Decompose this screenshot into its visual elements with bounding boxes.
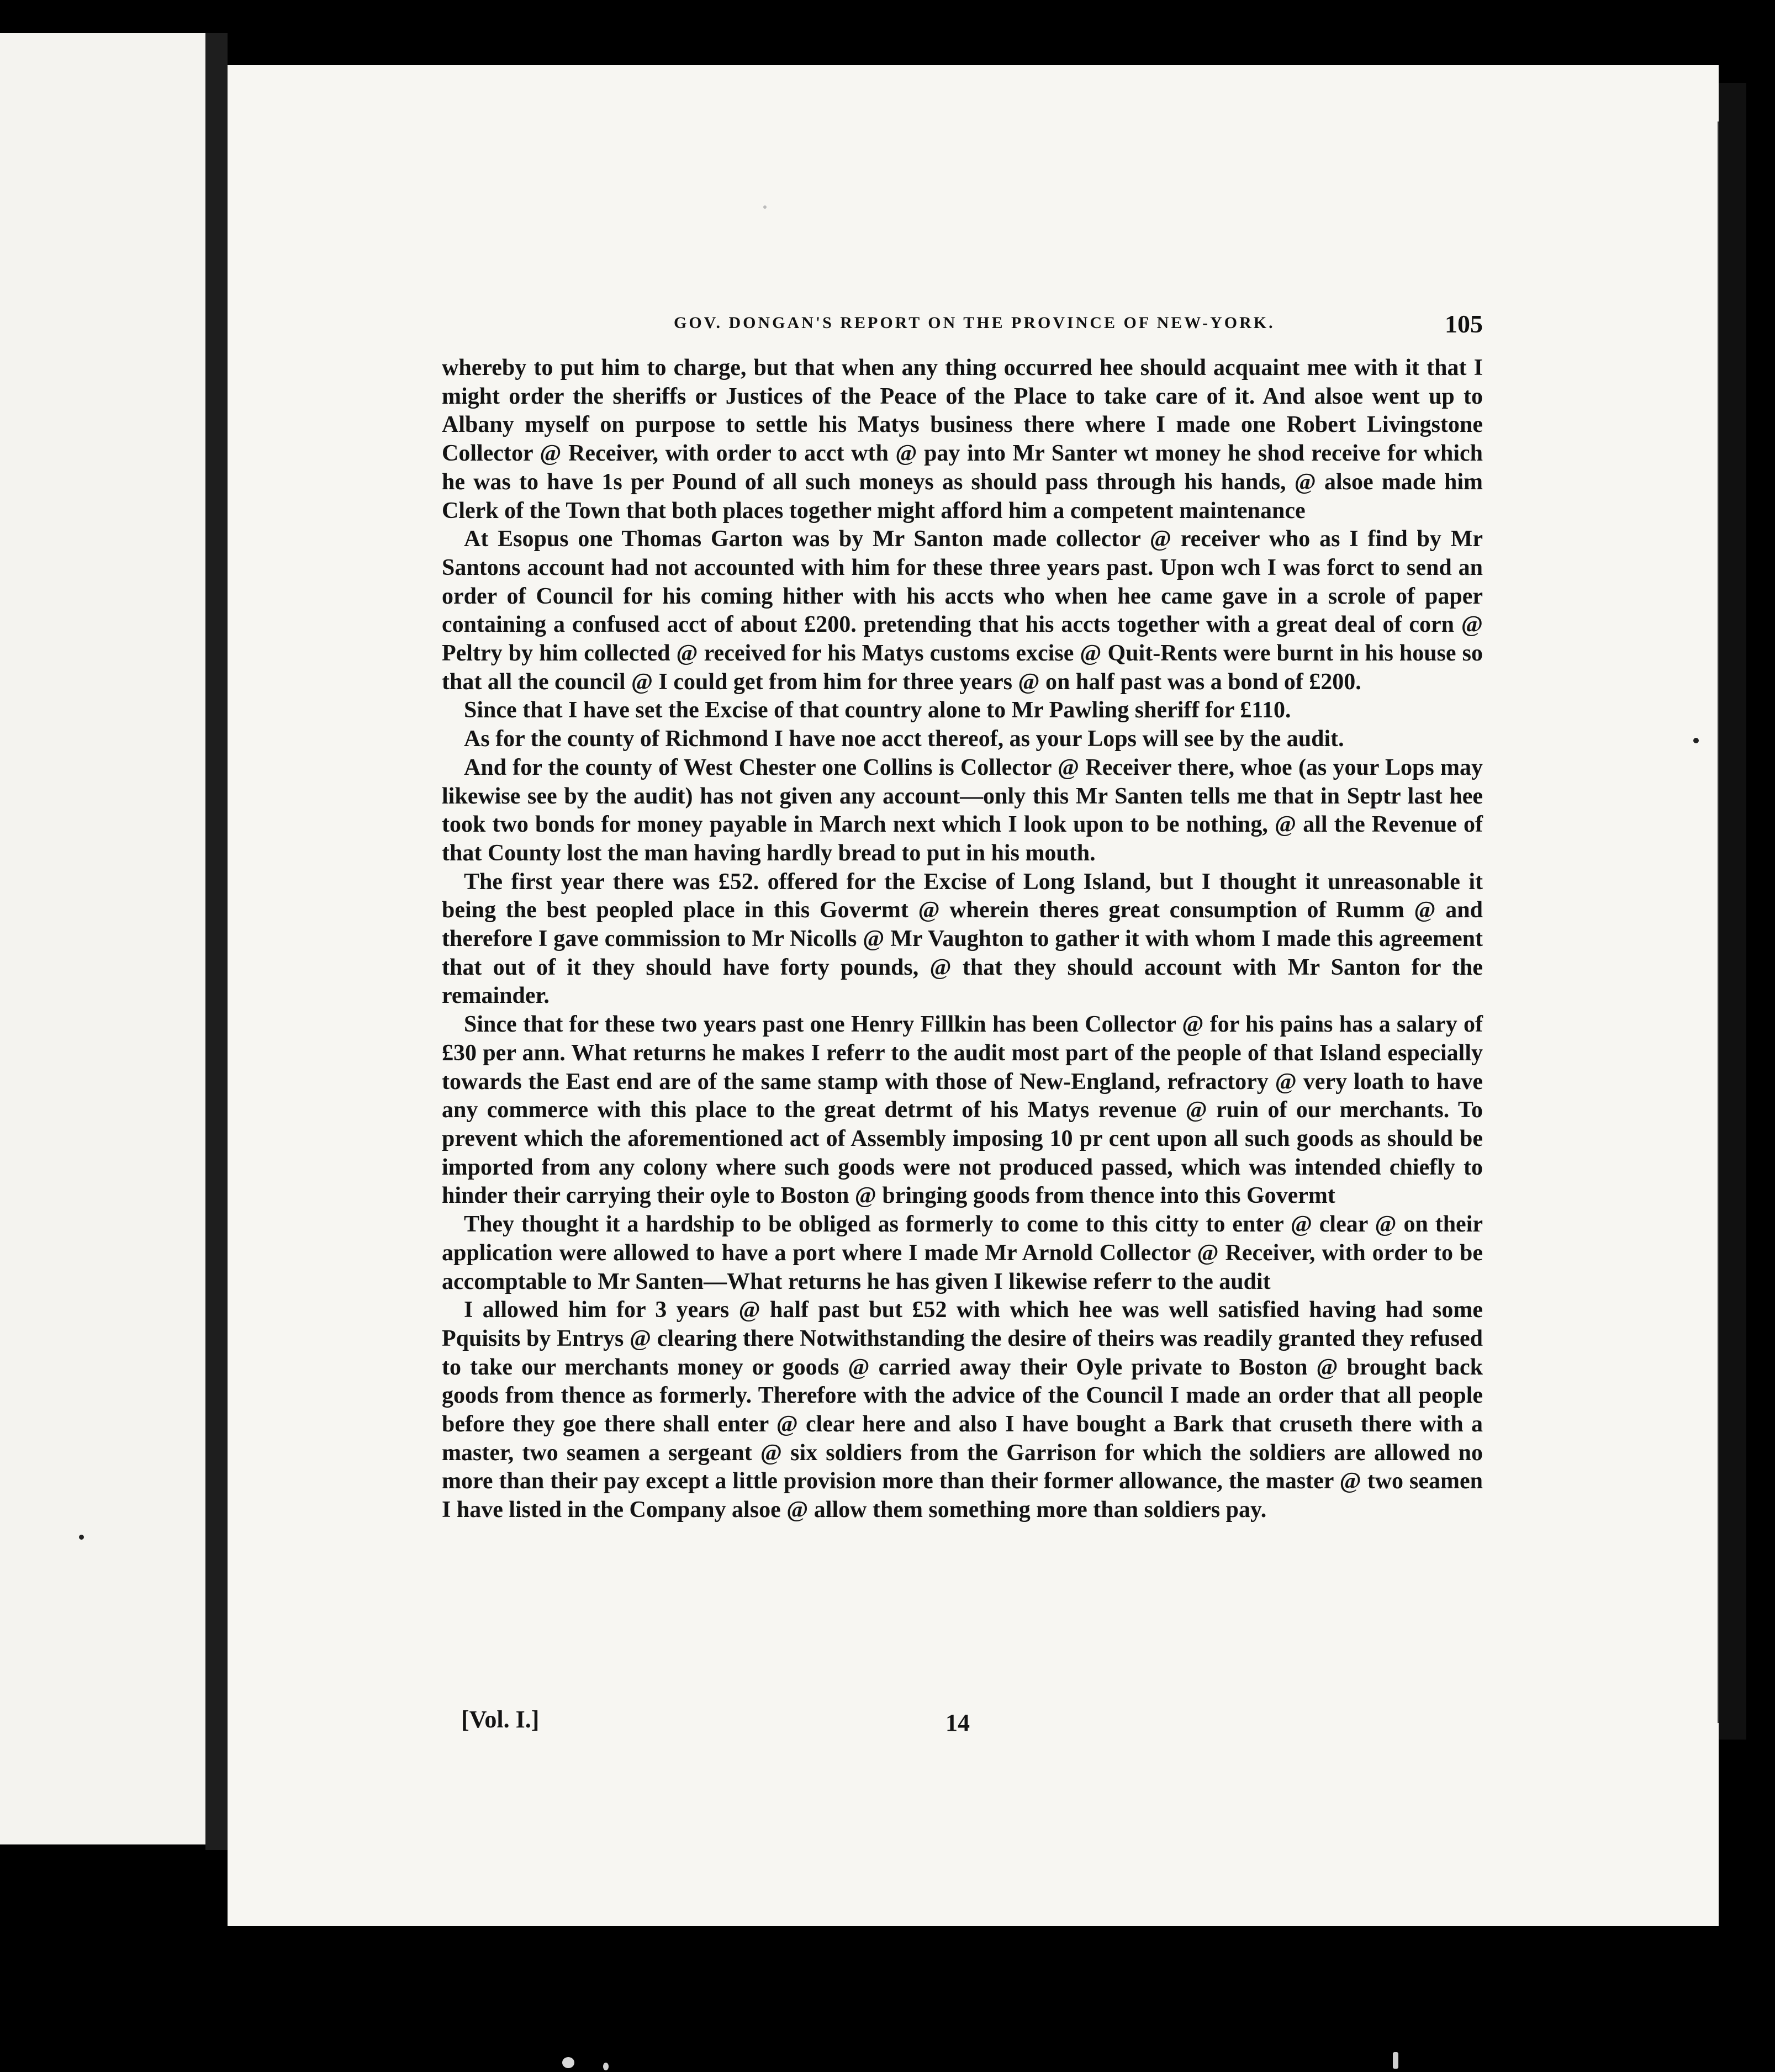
signature-mark: [Vol. I.] <box>461 1706 540 1733</box>
paragraph: Since that I have set the Excise of that country alone to Mr Pawling sheriff for £110. <box>464 697 1291 723</box>
running-title: GOV. DONGAN'S REPORT ON THE PROVINCE OF NEW-YORK. <box>674 314 1275 332</box>
paragraph: As for the county of Richmond I have noe acct thereof, as your Lops will see by the audit. <box>464 726 1344 752</box>
scan-speck <box>1693 738 1699 743</box>
scan-blot <box>562 2057 574 2068</box>
facing-left-page <box>0 33 209 1844</box>
running-header <box>674 309 1483 342</box>
page-number: 105 <box>1445 310 1483 338</box>
paragraph: They thought it a hardship to be obliged as formerly to come to this citty to enter @ clear @ on their application were allowed to have a port where I made Mr Arnold Collector @ Receiver, with order to be accomptable to Mr Santen—What returns he has given I likewise referr to the audit <box>442 1212 1483 1294</box>
scan-blot <box>1393 2052 1398 2069</box>
body-text <box>442 354 1483 1525</box>
paragraph: The first year there was £52. offered for the Excise of Long Island, but I thought it unreasonable it being the best peopled place in this Govermt @ wherein theres great consumption of Rumm @ and therefore I gave commission to Mr Nicolls @ Mr Vaughton to gather it with whom I made this agreement that out of it they should have forty pounds, @ that they should account with Mr Santon for the remainder. <box>442 869 1483 1009</box>
gutter-shadow <box>205 33 228 1850</box>
scan-speck <box>79 1535 84 1540</box>
page-edge-shadow <box>1719 83 1746 1740</box>
scan-speck <box>763 205 767 209</box>
paragraph: Since that for these two years past one Henry Fillkin has been Collector @ for his pains has a salary of £30 per ann. What returns he makes I referr to the audit most part of the people of that Island especially towards the East end are of the same stamp with those of New-England, refractory @ very loath to have any commerce with this place to the great detrmt of his Matys revenue @ ruin of our merchants. To prevent which the aforementioned act of Assembly imposing 10 pr cent upon all such goods as should be imported from any colony where such goods were not produced passed, which was intended chiefly to hinder their carrying their oyle to Boston @ bringing goods from thence into this Govermt <box>442 1012 1483 1209</box>
paragraph: I allowed him for 3 years @ half past but £52 with which hee was well satisfied having had some Pquisits by Entrys @ clearing there Notwithstanding the desire of theirs was readily granted they refused to take our merchants money or goods @ carried away their Oyle private to Boston @ brought back goods from thence as formerly. Therefore with the advice of the Council I made an order that all people before they goe there shall enter @ clear here and also I have bought a Bark that cruseth there with a master, two seamen a sergeant @ six soldiers from the Garrison for which the soldiers are allowed no more than their pay except a little provision more than their former allowance, the master @ two seamen I have listed in the Company alsoe @ allow them something more than soldiers pay. <box>442 1297 1483 1523</box>
paragraph: At Esopus one Thomas Garton was by Mr Santon made collector @ receiver who as I find by Mr Santons account had not accounted with him for these three years past. Upon wch I was forct to send an order of Council for his coming hither with his accts who when hee came gave in a scrole of paper containing a confused acct of about £200. pretending that his accts together with a great deal of corn @ Peltry by him collected @ received for his Matys customs excise @ Quit-Rents were burnt in his house so that all the council @ I could get from him for three years @ on half past was a bond of £200. <box>442 526 1483 695</box>
paragraph: whereby to put him to charge, but that when any thing occurred hee should acquaint mee with it that I might order the sheriffs or Justices of the Peace of the Place to take care of it. And alsoe went up to Albany myself on purpose to settle his Matys business there where I made one Robert Livingstone Collector @ Receiver, with order to acct wth @ pay into Mr Santer wt money he shod receive for which he was to have 1s per Pound of all such moneys as should pass through his hands, @ alsoe made him Clerk of the Town that both places together might afford him a competent maintenance <box>442 355 1483 524</box>
scan-blot <box>603 2063 609 2070</box>
sheet-number: 14 <box>945 1709 970 1736</box>
paragraph: And for the county of West Chester one Collins is Collector @ Receiver there, whoe (as your Lops may likewise see by the audit) has not given any account—only this Mr Santen tells me that in Septr last hee took two bonds for money payable in March next which I look upon to be nothing, @ all the Revenue of that County lost the man having hardly bread to put in his mouth. <box>442 754 1483 866</box>
